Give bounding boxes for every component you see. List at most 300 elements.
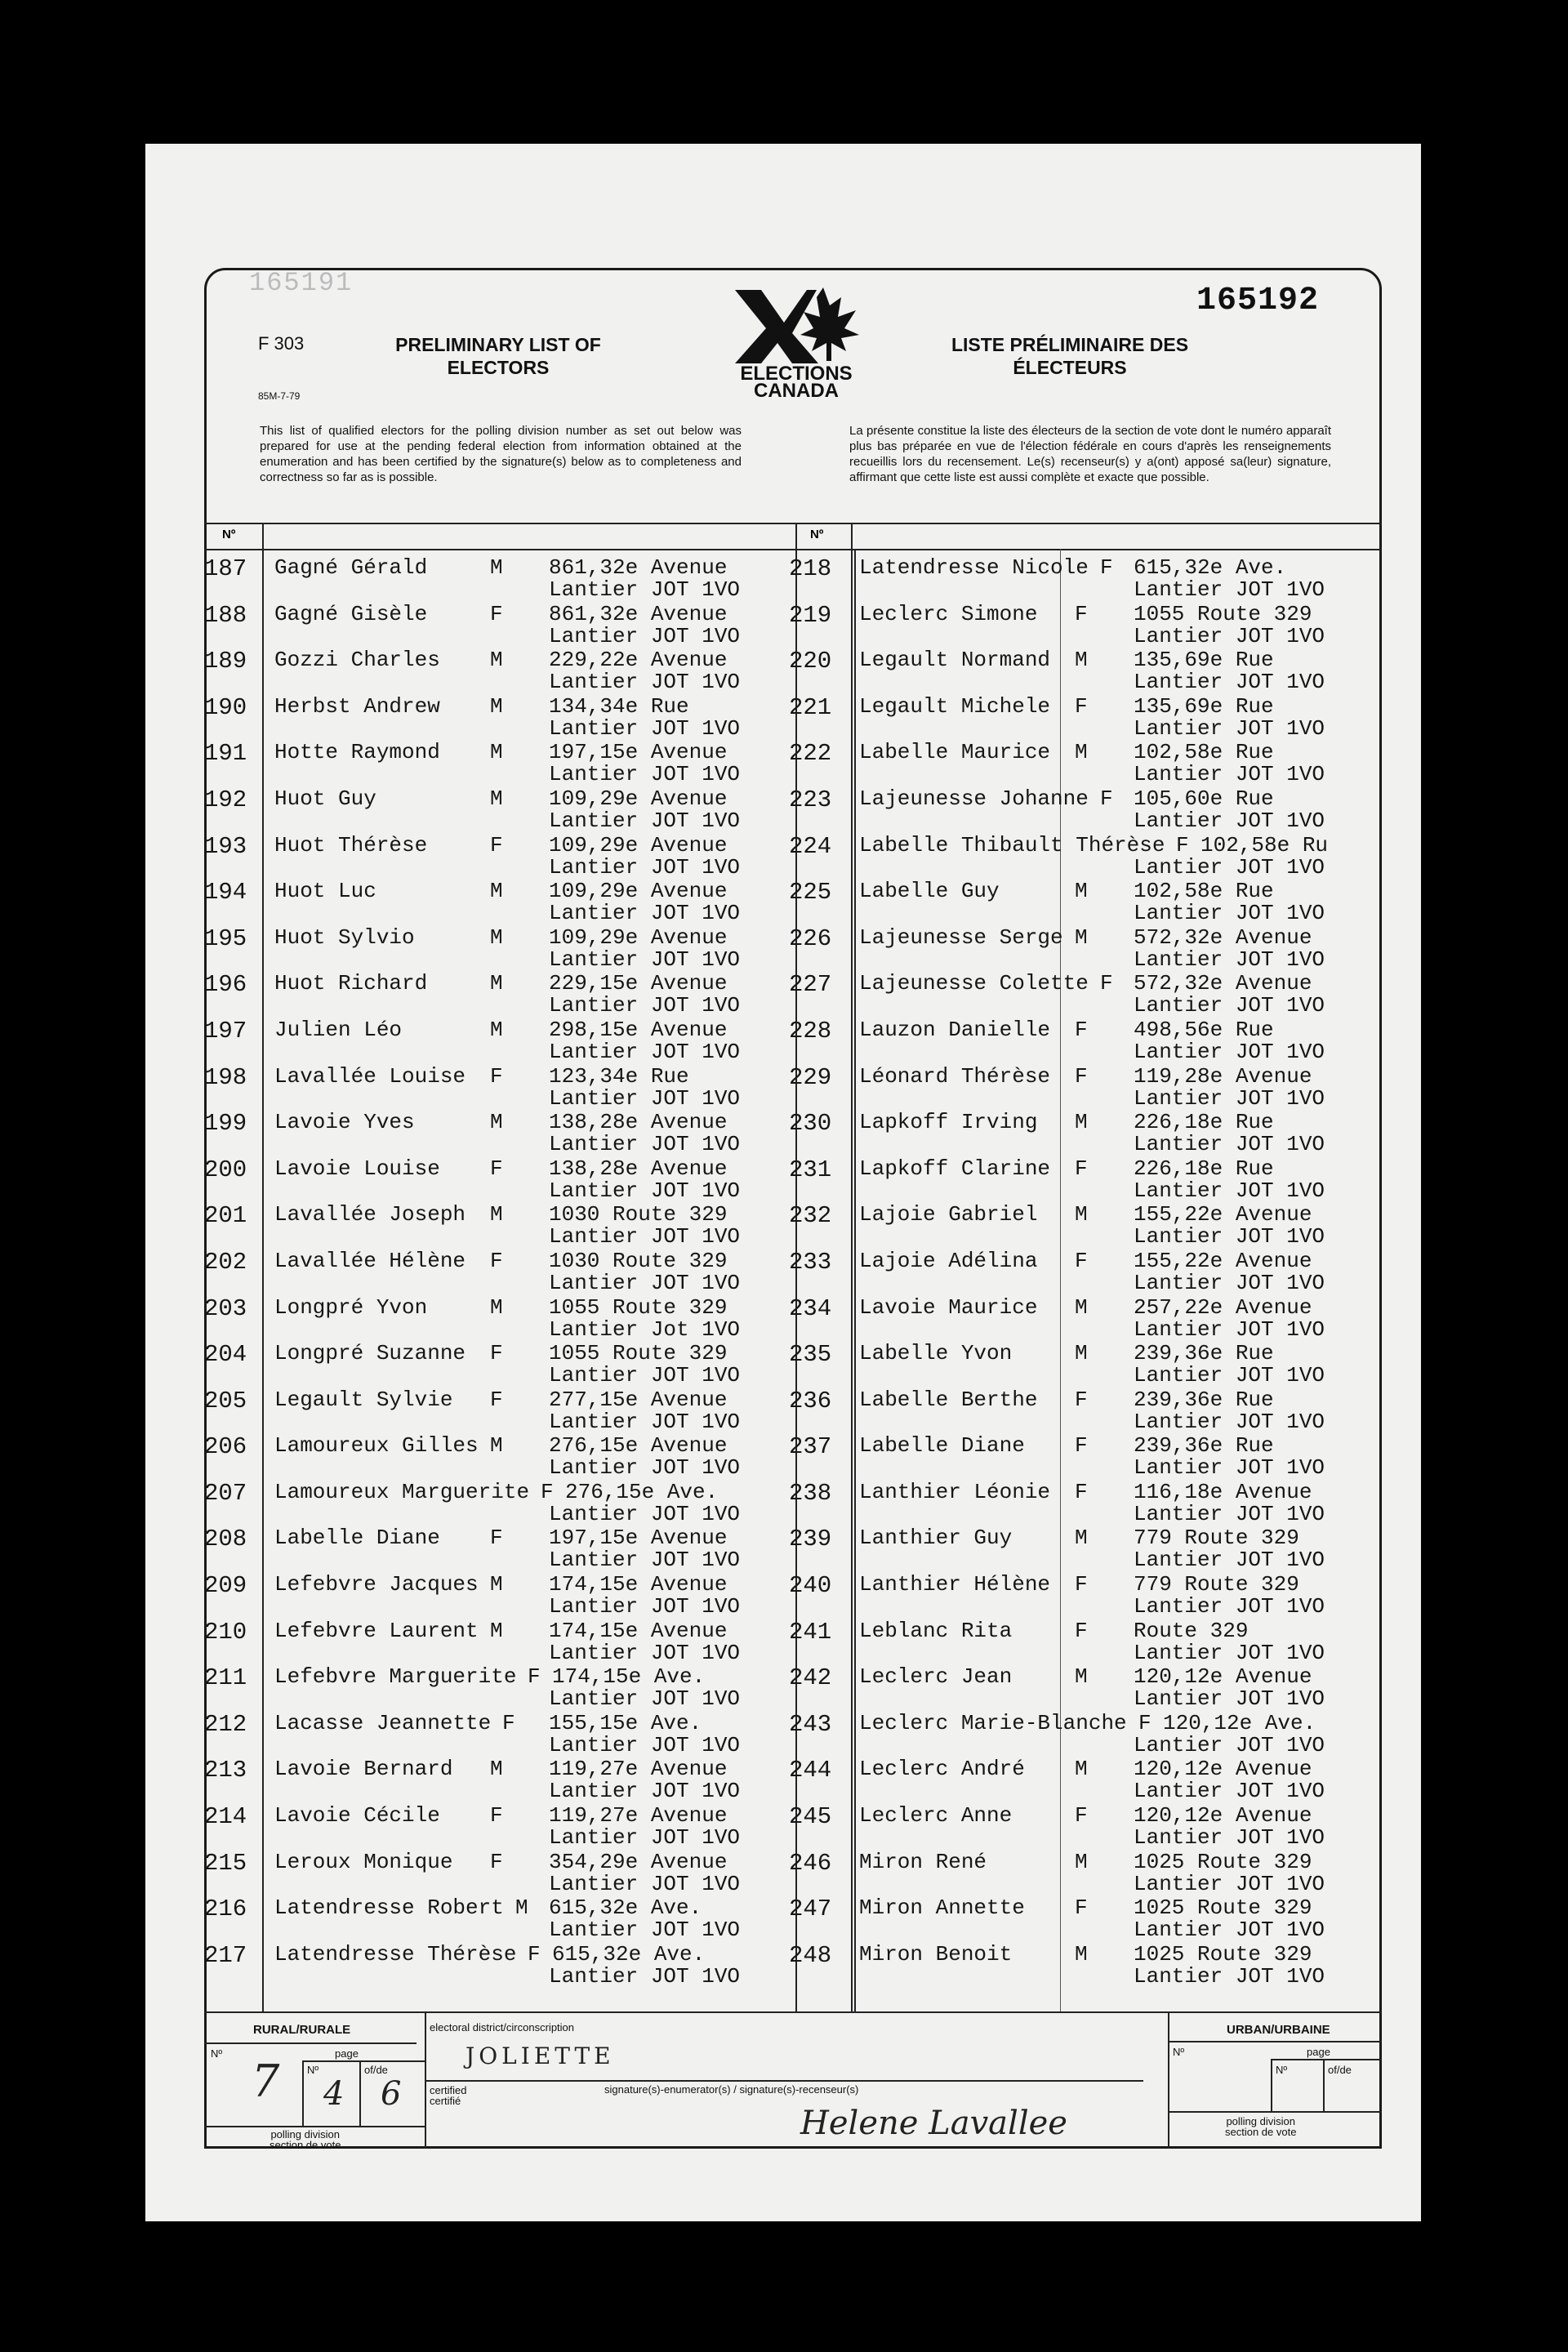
elector-name: Lavallée Hélène [274, 1248, 466, 1273]
elector-address: 239,36e Rue [1134, 1433, 1274, 1459]
elector-sex: F [1075, 1387, 1088, 1412]
elector-number: 189 [204, 648, 247, 675]
elector-city: Lantier JOT 1VO [549, 577, 741, 602]
title-french: LISTE PRÉLIMINAIRE DES ÉLECTEURS [951, 334, 1189, 378]
page-number: 4 [323, 2075, 345, 2113]
elector-name: Legault Sylvie [274, 1387, 453, 1412]
elector-number: 247 [789, 1895, 832, 1923]
footer-rule [1168, 2041, 1382, 2042]
elector-number: 210 [204, 1618, 247, 1646]
elector-address: 109,29e Avenue [549, 924, 728, 950]
elector-city: Lantier JOT 1VO [1134, 623, 1325, 648]
rural-label: RURAL/RURALE [253, 2023, 351, 2037]
elector-entry [204, 925, 784, 972]
elector-name: Huot Guy [274, 786, 376, 811]
elector-entry [204, 1619, 784, 1665]
elector-number: 234 [789, 1294, 832, 1322]
elector-number: 246 [789, 1849, 832, 1877]
elector-sex: F [1075, 1063, 1088, 1089]
footer-rule [425, 2080, 1143, 2082]
elector-address: 1030 Route 329 [549, 1248, 728, 1273]
elector-entry [789, 1895, 1369, 1942]
elector-entry [204, 1249, 784, 1295]
footer-rule [204, 2126, 425, 2127]
elector-number: 211 [204, 1664, 247, 1692]
elector-address: 155,22e Avenue [1134, 1248, 1312, 1273]
elector-number: 248 [789, 1941, 832, 1969]
elector-entry [204, 1572, 784, 1619]
elector-entry [789, 1850, 1369, 1896]
elector-sex: M [490, 1572, 503, 1597]
elector-number: 206 [204, 1433, 247, 1461]
urban-page-label: page [1307, 2046, 1330, 2058]
footer-rule [359, 2060, 361, 2126]
elector-address: 1025 Route 329 [1134, 1895, 1312, 1921]
elector-city: Lantier JOT 1VO [549, 623, 741, 648]
elector-sex: M [490, 740, 503, 765]
elector-city: Lantier JOT 1VO [549, 901, 741, 926]
revision-code: 85M-7-79 [258, 390, 301, 402]
footer-rule [1271, 2059, 1272, 2111]
certified-label: certified certifié [430, 2084, 467, 2107]
elector-city: Lantier JOT 1VO [1134, 1963, 1325, 1989]
elector-entry [204, 1202, 784, 1249]
elector-entry [789, 694, 1369, 741]
elector-city: Lantier JOT 1VO [549, 1918, 741, 1943]
elector-sex: M [490, 1110, 503, 1135]
elector-number: 231 [789, 1156, 832, 1183]
form-number: F 303 [258, 333, 305, 354]
elector-number: 243 [789, 1710, 832, 1738]
elector-address: 615,32e Ave. [552, 1941, 706, 1967]
elector-number: 193 [204, 832, 247, 860]
elector-address: 116,18e Avenue [1134, 1479, 1312, 1504]
elector-sex: M [490, 693, 503, 719]
elector-number: 229 [789, 1063, 832, 1091]
elector-entry [789, 833, 1369, 880]
elector-sex: M [1075, 1849, 1088, 1874]
elector-sex: F [490, 1526, 503, 1551]
elector-city: Lantier JOT 1VO [1134, 1918, 1325, 1943]
elector-address: 572,32e Avenue [1134, 924, 1312, 950]
elector-name: Lamoureux Gilles [274, 1433, 479, 1459]
elector-city: Lantier JOT 1VO [549, 1132, 741, 1157]
elector-name: Leblanc Rita [859, 1618, 1013, 1643]
elector-entry [789, 648, 1369, 694]
elector-address: 226,18e Rue [1134, 1110, 1274, 1135]
elector-name: Labelle Diane [859, 1433, 1025, 1459]
elector-address: 1055 Route 329 [549, 1294, 728, 1320]
elector-city: Lantier JOT 1VO [1134, 1732, 1325, 1757]
elector-city: Lantier JOT 1VO [549, 1594, 741, 1619]
elector-city: Lantier JOT 1VO [1134, 808, 1325, 833]
column-header-no: Nº [222, 528, 236, 541]
elector-entry [204, 740, 784, 786]
elector-entry [204, 971, 784, 1018]
elector-number: 226 [789, 924, 832, 952]
elector-entry [789, 1064, 1369, 1111]
elector-name: Lavallée Louise [274, 1063, 466, 1089]
urban-label: URBAN/URBAINE [1227, 2023, 1330, 2037]
elector-city: Lantier JOT 1VO [1134, 1039, 1325, 1064]
elector-city: Lantier JOT 1VO [549, 1825, 741, 1851]
elector-name: Labelle Berthe [859, 1387, 1038, 1412]
elector-name: Lavallée Joseph [274, 1202, 466, 1227]
elector-name: Lacasse Jeannette [274, 1710, 492, 1735]
urban-page-no-label: Nº [1276, 2064, 1288, 2076]
elector-sex: M [490, 1757, 503, 1782]
rural-page-of-label: of/de [364, 2064, 388, 2076]
elector-sex: F [502, 1710, 515, 1735]
elector-city: Lantier JOT 1VO [1134, 762, 1325, 787]
elector-sex: F [1100, 555, 1113, 580]
elector-number: 216 [204, 1895, 247, 1923]
elector-sex: F [1075, 1479, 1088, 1504]
elector-number: 217 [204, 1941, 247, 1969]
elector-entry [204, 1664, 784, 1711]
elector-address: 1025 Route 329 [1134, 1849, 1312, 1874]
svg-text:CANADA: CANADA [754, 380, 839, 400]
elector-number: 191 [204, 740, 247, 768]
elector-city: Lantier JOT 1VO [549, 1085, 741, 1111]
elector-name: Labelle Diane [274, 1526, 440, 1551]
elector-name: Huot Luc [274, 879, 376, 904]
elector-address: 1030 Route 329 [549, 1202, 728, 1227]
elector-number: 195 [204, 924, 247, 952]
elector-city: Lantier JOT 1VO [1134, 947, 1325, 972]
elector-city: Lantier JOT 1VO [1134, 1409, 1325, 1434]
elector-number: 245 [789, 1803, 832, 1831]
elector-address: 861,32e Avenue [549, 601, 728, 626]
polling-division-number: 7 [252, 2056, 280, 2107]
elector-entry [789, 1156, 1369, 1203]
elector-city: Lantier JOT 1VO [549, 670, 741, 695]
elector-name: Lavoie Yves [274, 1110, 415, 1135]
elector-sex: M [490, 555, 503, 580]
elector-number: 214 [204, 1803, 247, 1831]
elector-address: 138,28e Avenue [549, 1110, 728, 1135]
elector-name: Labelle Guy [859, 879, 1000, 904]
urban-polling-division-label: polling division section de vote [1225, 2115, 1297, 2138]
elector-name: Leclerc Simone [859, 601, 1038, 626]
elector-address: 120,12e Avenue [1134, 1803, 1312, 1829]
elector-number: 199 [204, 1110, 247, 1138]
elector-sex: F [1075, 1248, 1088, 1273]
urban-no-label: Nº [1173, 2046, 1185, 2058]
elector-city: Lantier JOT 1VO [549, 1871, 741, 1896]
elector-city: Lantier JOT 1VO [1134, 901, 1325, 926]
elector-city: Lantier JOT 1VO [549, 1455, 741, 1481]
page-of-number: 6 [381, 2075, 402, 2113]
elector-sex: M [490, 971, 503, 996]
elector-city: Lantier JOT 1VO [1134, 1132, 1325, 1157]
elector-sex: M [515, 1895, 528, 1921]
footer-rule [1271, 2059, 1382, 2060]
elector-sex: F [528, 1941, 541, 1967]
elector-number: 239 [789, 1526, 832, 1553]
elector-city: Lantier JOT 1VO [549, 1270, 741, 1295]
elector-sex: M [490, 879, 503, 904]
elector-sex: F [528, 1664, 541, 1690]
elector-address: 779 Route 329 [1134, 1572, 1299, 1597]
elector-city: Lantier JOT 1VO [1134, 1825, 1325, 1851]
elector-sex: M [1075, 1202, 1088, 1227]
intro-paragraph-english: This list of qualified electors for the polling division number as set out below was prepared for use at the pending federal election from information obtained at the enumeration and has been certified by the signature(s) below as to completeness and correctness so far as is possible. [260, 424, 742, 484]
footer-rule [1168, 2111, 1382, 2113]
elector-city: Lantier JOT 1VO [1134, 1779, 1325, 1804]
elector-sex: M [1075, 1110, 1088, 1135]
elector-name: Lavoie Cécile [274, 1803, 440, 1829]
elector-name: Huot Sylvio [274, 924, 415, 950]
elector-address: 120,12e Avenue [1134, 1664, 1312, 1690]
elector-entry [789, 1018, 1369, 1064]
elector-city: Lantier JOT 1VO [1134, 670, 1325, 695]
elector-number: 190 [204, 693, 247, 721]
elector-entry [789, 1202, 1369, 1249]
elector-name: Lajeunesse Johanne [859, 786, 1089, 811]
elector-city: Lantier JOT 1VO [549, 1501, 741, 1526]
elector-name: Lajeunesse Serge [859, 924, 1063, 950]
elector-city: Lantier JOT 1VO [1134, 1224, 1325, 1250]
elector-number: 207 [204, 1479, 247, 1507]
elector-entry [204, 1480, 784, 1526]
elector-name: Longpré Yvon [274, 1294, 428, 1320]
elector-address: 109,29e Avenue [549, 832, 728, 858]
elector-entry [204, 1711, 784, 1757]
elector-sex: F [490, 1063, 503, 1089]
elector-name: Leclerc Jean [859, 1664, 1013, 1690]
elector-entry [204, 833, 784, 880]
elector-entry [789, 1526, 1369, 1572]
elector-number: 244 [789, 1757, 832, 1784]
elector-sex: F [1075, 1156, 1088, 1181]
footer-rule [1168, 2013, 1169, 2149]
elector-entry [204, 1110, 784, 1156]
elector-city: Lantier JOT 1VO [1134, 1085, 1325, 1111]
elector-name: Lavoie Maurice [859, 1294, 1038, 1320]
elector-city: Lantier JOT 1VO [549, 1963, 741, 1989]
elector-entry [789, 740, 1369, 786]
elector-entry [789, 602, 1369, 648]
elector-city: Lantier JOT 1VO [1134, 854, 1325, 880]
elector-entry [789, 1433, 1369, 1480]
elector-entry [204, 1433, 784, 1480]
elector-entry [789, 1803, 1369, 1850]
elector-address: Route 329 [1134, 1618, 1249, 1643]
elector-entry [204, 1895, 784, 1942]
elector-number: 203 [204, 1294, 247, 1322]
elections-canada-x-icon [719, 286, 874, 400]
elector-address: 102,58e Rue [1134, 879, 1274, 904]
elector-name: Huot Thérèse [274, 832, 428, 858]
elector-sex: F [1075, 1618, 1088, 1643]
elector-address: 615,32e Ave. [1134, 555, 1287, 580]
title-english: PRELIMINARY LIST OF ELECTORS [395, 334, 601, 378]
elector-address: 229,15e Avenue [549, 971, 728, 996]
elector-name: Lefebvre Marguerite [274, 1664, 517, 1690]
electors-list-right [789, 555, 1369, 1988]
elector-address: 102,58e Rue [1134, 740, 1274, 765]
elector-sex: F [490, 601, 503, 626]
elector-number: 240 [789, 1572, 832, 1600]
elector-entry [789, 1110, 1369, 1156]
elector-name: Latendresse Nicole [859, 555, 1089, 580]
elector-number: 225 [789, 879, 832, 906]
elector-sex: M [490, 648, 503, 673]
elector-number: 218 [789, 555, 832, 582]
elector-entry [789, 1711, 1369, 1757]
elector-entry [789, 1619, 1369, 1665]
elector-city: Lantier JOT 1VO [549, 1732, 741, 1757]
elector-sex: F [490, 1803, 503, 1829]
elector-sex: F [541, 1479, 554, 1504]
elector-name: Miron Benoit [859, 1941, 1013, 1967]
urban-page-of-label: of/de [1328, 2064, 1352, 2076]
elector-address: 298,15e Avenue [549, 1017, 728, 1042]
elector-number: 238 [789, 1479, 832, 1507]
elector-address: 119,27e Avenue [549, 1803, 728, 1829]
faded-serial-number: 165191 [249, 268, 354, 298]
elector-address: 174,15e Ave. [552, 1664, 706, 1690]
elector-sex: F [490, 1341, 503, 1366]
elector-address: 135,69e Rue [1134, 693, 1274, 719]
elector-city: Lantier JOT 1VO [549, 808, 741, 833]
elector-name: Longpré Suzanne [274, 1341, 466, 1366]
elector-number: 204 [204, 1341, 247, 1369]
elector-name: Gagné Gérald [274, 555, 428, 580]
footer-rule [302, 2060, 425, 2062]
electoral-district-label: electoral district/circonscription [430, 2021, 575, 2034]
elector-address: 498,56e Rue [1134, 1017, 1274, 1042]
elector-name: Labelle Yvon [859, 1341, 1013, 1366]
elector-address: 1025 Route 329 [1134, 1941, 1312, 1967]
elector-city: Lantier JOT 1VO [1134, 715, 1325, 741]
elector-sex: F [1138, 1710, 1152, 1735]
elector-number: 209 [204, 1572, 247, 1600]
elector-address: 119,27e Avenue [549, 1757, 728, 1782]
elector-name: Leclerc Anne [859, 1803, 1013, 1829]
elector-sex: F [1176, 832, 1189, 858]
elector-city: Lantier JOT 1VO [1134, 1640, 1325, 1665]
elector-entry [204, 879, 784, 925]
elector-city: Lantier JOT 1VO [549, 1409, 741, 1434]
elector-address: 155,15e Ave. [549, 1710, 702, 1735]
elector-sex: F [1100, 786, 1113, 811]
elector-number: 208 [204, 1526, 247, 1553]
elector-name: Lajoie Adélina [859, 1248, 1038, 1273]
header-rule [204, 549, 1382, 550]
elector-number: 221 [789, 693, 832, 721]
rural-polling-division-label: polling division section de vote [270, 2128, 341, 2151]
elector-entry [789, 1942, 1369, 1989]
rural-page-label: page [335, 2047, 359, 2060]
elector-city: Lantier JOT 1VO [1134, 1363, 1325, 1388]
elector-name: Latendresse Thérèse [274, 1941, 517, 1967]
elector-number: 198 [204, 1063, 247, 1091]
elector-city: Lantier JOT 1VO [549, 1640, 741, 1665]
elector-number: 242 [789, 1664, 832, 1692]
elector-number: 228 [789, 1017, 832, 1045]
elector-name: Miron René [859, 1849, 987, 1874]
elector-entry [204, 1341, 784, 1388]
elector-entry [789, 1388, 1369, 1434]
elector-sex: M [1075, 1941, 1088, 1967]
elector-entry [789, 1341, 1369, 1388]
elector-entry [789, 1295, 1369, 1342]
elector-entry [789, 925, 1369, 972]
elector-number: 188 [204, 601, 247, 629]
elector-address: 276,15e Ave. [565, 1479, 719, 1504]
elector-sex: F [1075, 601, 1088, 626]
elector-name: Miron Annette [859, 1895, 1025, 1921]
elector-entry [789, 786, 1369, 833]
elector-address: 277,15e Avenue [549, 1387, 728, 1412]
elector-name: Lamoureux Marguerite [274, 1479, 530, 1504]
elector-sex: M [490, 1618, 503, 1643]
enumerator-signature: Helene Lavallee [800, 2105, 1067, 2142]
svg-text:ELECTIONS: ELECTIONS [740, 363, 853, 385]
elector-sex: F [490, 1849, 503, 1874]
elector-entry [789, 879, 1369, 925]
elector-name: Lajeunesse Colette [859, 971, 1089, 996]
elector-number: 235 [789, 1341, 832, 1369]
elector-number: 237 [789, 1433, 832, 1461]
elector-number: 205 [204, 1387, 247, 1414]
elector-entry [204, 555, 784, 602]
elector-address: 109,29e Avenue [549, 786, 728, 811]
elector-city: Lantier JOT 1VO [549, 993, 741, 1018]
elector-sex: F [1075, 693, 1088, 719]
elector-entry [204, 1388, 784, 1434]
elector-address: 1055 Route 329 [549, 1341, 728, 1366]
elector-name: Lapkoff Clarine [859, 1156, 1051, 1181]
elector-number: 230 [789, 1110, 832, 1138]
elector-address: 155,22e Avenue [1134, 1202, 1312, 1227]
elector-address: 779 Route 329 [1134, 1526, 1299, 1551]
elector-number: 194 [204, 879, 247, 906]
elector-sex: F [490, 1156, 503, 1181]
elector-sex: M [490, 1294, 503, 1320]
elector-name: Labelle Maurice [859, 740, 1051, 765]
elector-name: Leclerc Marie-Blanche [859, 1710, 1127, 1735]
elector-sex: M [1075, 740, 1088, 765]
elector-name: Lavoie Bernard [274, 1757, 453, 1782]
elector-city: Lantier JOT 1VO [549, 1686, 741, 1712]
rural-no-label: Nº [211, 2047, 223, 2060]
elector-sex: M [1075, 1294, 1088, 1320]
elector-entry [204, 1757, 784, 1803]
elector-city: Lantier JOT 1VO [1134, 1316, 1325, 1342]
elector-entry [204, 786, 784, 833]
elector-number: 213 [204, 1757, 247, 1784]
elector-city: Lantier JOT 1VO [1134, 1178, 1325, 1203]
elector-entry [204, 648, 784, 694]
elector-address: 134,34e Rue [549, 693, 689, 719]
elector-entry [789, 1480, 1369, 1526]
elector-address: 861,32e Avenue [549, 555, 728, 580]
footer-block [204, 2013, 1382, 2149]
elector-sex: F [1075, 1433, 1088, 1459]
elector-address: 197,15e Avenue [549, 1526, 728, 1551]
elector-address: 1055 Route 329 [1134, 601, 1312, 626]
elector-name: Leroux Monique [274, 1849, 453, 1874]
elector-name: Lanthier Hélène [859, 1572, 1051, 1597]
elector-address: 239,36e Rue [1134, 1341, 1274, 1366]
elector-entry [789, 555, 1369, 602]
elector-city: Lantier JOT 1VO [1134, 1594, 1325, 1619]
elector-city: Lantier JOT 1VO [549, 1224, 741, 1250]
elector-address: 120,12e Avenue [1134, 1757, 1312, 1782]
